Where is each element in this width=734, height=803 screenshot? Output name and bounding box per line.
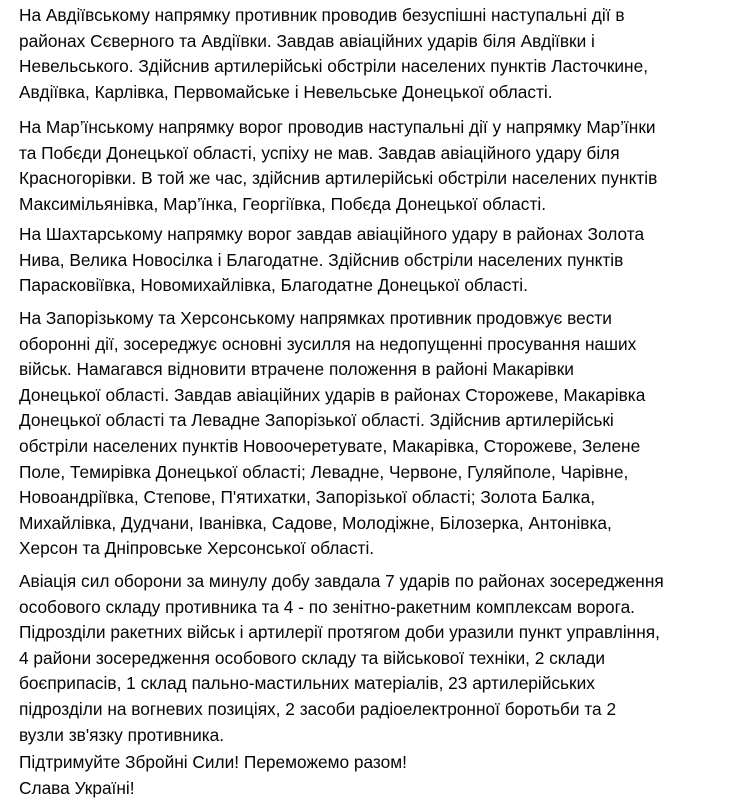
paragraph-aviation-artillery [19, 569, 664, 748]
text-line: Максимільянівка, Мар’їнка, Георгіївка, Побєда Донецької області. [19, 193, 546, 214]
text-line: Михайлівка, Дудчани, Іванівка, Садове, Молодіжне, Білозерка, Антонівка, [19, 512, 612, 533]
text-line: Підтримуйте Збройні Сили! Переможемо разом! [19, 752, 407, 772]
text-line: підрозділи на вогневих позиціях, 2 засоби радіоелектронної боротьби та 2 [19, 698, 617, 719]
text-line: боєприпасів, 1 склад пально-мастильних матеріалів, 23 артилерійських [19, 673, 595, 694]
text-line: Донецької області. Завдав авіаційних ударів в районах Сторожеве, Макарівка [19, 384, 646, 405]
text-line: оборонні дії, зосереджує основні зусилля на недопущенні просування наших [19, 333, 637, 354]
text-line: Невельського. Здійснив артилерійські обстріли населених пунктів Ласточкине, [19, 56, 649, 77]
text-line: На Шахтарському напрямку ворог завдав авіаційного удару в районах Золота [19, 224, 645, 244]
paragraph-zaporizhzhia-kherson [19, 306, 645, 562]
text-line: обстріли населених пунктів Новоочеретувате, Макарівка, Сторожеве, Зелене [19, 435, 641, 456]
text-line: На Запорізькому та Херсонському напрямках противник продовжує вести [19, 308, 612, 328]
text-line: На Мар’їнському напрямку ворог проводив наступальні дії у напрямку Мар’їнки [19, 117, 656, 137]
text-line: особового складу противника та 4 - по зенітно-ракетним комплексам ворога. [19, 596, 635, 617]
text-line: Донецької області та Левадне Запорізької області. Здійснив артилерійські [19, 410, 614, 431]
text-line: Красногорівки. В той же час, здійснив артилерійські обстріли населених пунктів [19, 168, 658, 189]
text-line: вузли зв'язку противника. [19, 724, 225, 745]
text-line: та Побєди Донецької області, успіху не мав. Завдав авіаційного удару біля [19, 142, 620, 163]
text-line: Херсон та Дніпровське Херсонської області. [19, 538, 375, 559]
paragraph-avdiivka [19, 3, 648, 105]
text-line: Слава Україні! [19, 777, 135, 798]
paragraph-marinka [19, 115, 657, 217]
text-line: районах Сєверного та Авдіївки. Завдав авіаційних ударів біля Авдіївки і [19, 30, 595, 51]
text-line: Поле, Темирівка Донецької області; Левадне, Червоне, Гуляйполе, Чарівне, [19, 461, 629, 482]
text-line: Парасковіївка, Новомихайлівка, Благодатне Донецької області. [19, 275, 528, 296]
paragraph-closing [19, 750, 407, 801]
text-line: На Авдіївському напрямку противник проводив безуспішні наступальні дії в [19, 5, 625, 25]
text-line: Авіація сил оборони за минулу добу завдала 7 ударів по районах зосередження [19, 571, 664, 591]
text-line: Авдіївка, Карлівка, Первомайське і Невельське Донецької області. [19, 81, 553, 102]
text-line: Нива, Велика Новосілка і Благодатне. Здійснив обстріли населених пунктів [19, 249, 624, 270]
text-line: Підрозділи ракетних військ і артилерії протягом доби уразили пункт управління, [19, 622, 660, 643]
text-line: Новоандріївка, Степове, П'ятихатки, Запорізької області; Золота Балка, [19, 487, 596, 508]
text-line: 4 райони зосередження особового складу та військової техніки, 2 склади [19, 647, 605, 668]
paragraph-shakhtarsk [19, 222, 644, 299]
text-line: військ. Намагався відновити втрачене положення в районі Макарівки [19, 359, 574, 380]
